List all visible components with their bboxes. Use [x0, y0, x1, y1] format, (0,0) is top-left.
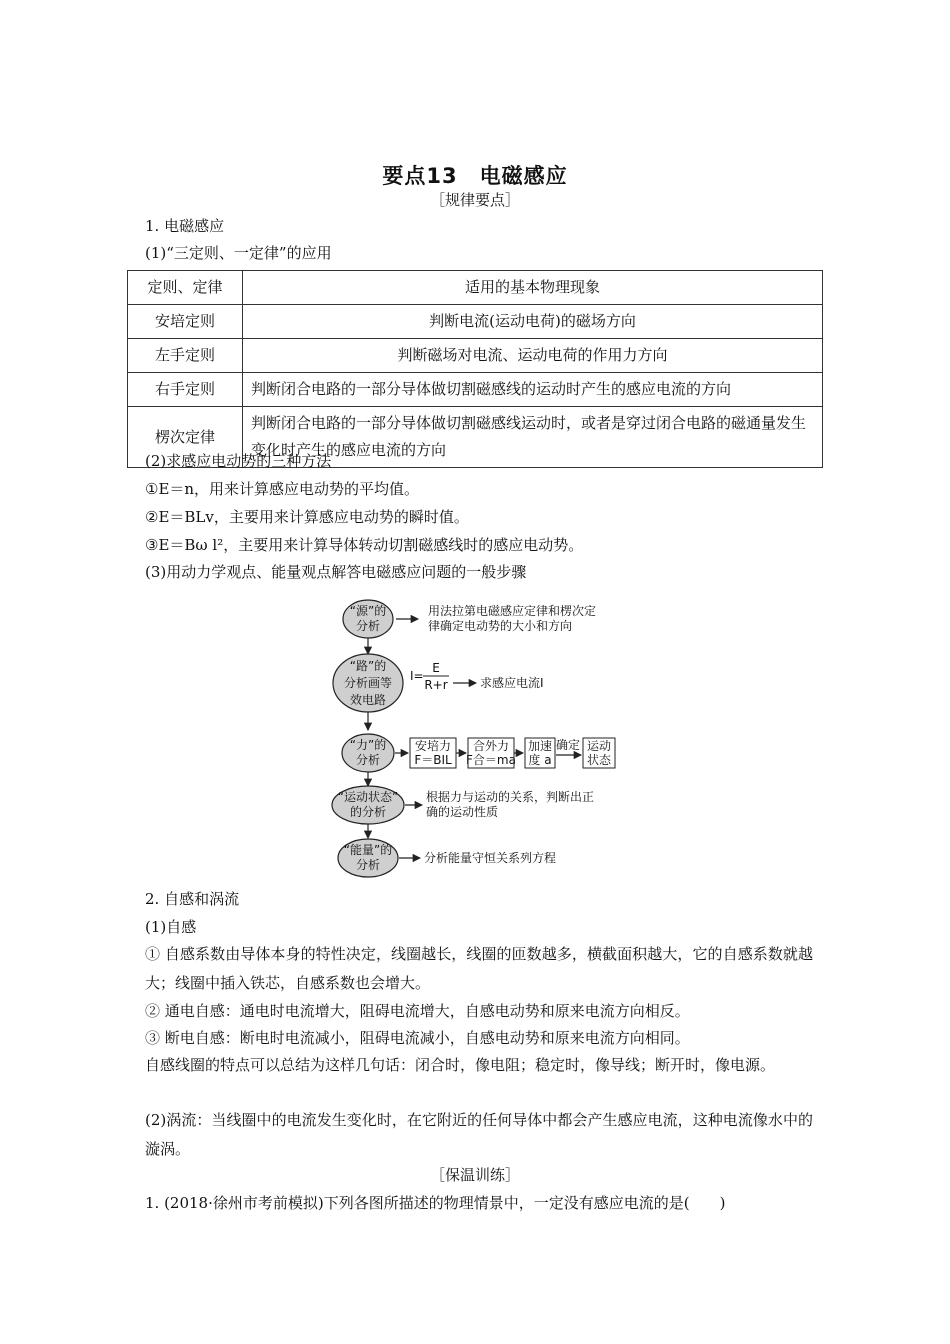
table-cell-rule: 右手定则: [128, 373, 243, 407]
rules-table: [127, 270, 823, 468]
paragraph: ① 自感系数由导体本身的特性决定，线圈越长，线圈的匝数越多，横截面积越大，它的自感系数就越大；线圈中插入铁芯，自感系数也会增大。: [145, 945, 813, 992]
flow-note: 用法拉第电磁感应定律和楞次定: [428, 604, 597, 618]
table-header-cell: 适用的基本物理现象: [243, 271, 823, 305]
page-title: 要点13 电磁感应: [382, 164, 568, 188]
table-cell-desc: 判断闭合电路的一部分导体做切割磁感线的运动时产生的感应电流的方向: [243, 373, 823, 407]
box-label: 状态: [586, 753, 612, 767]
subheading-rules: (1)“三定则、一定律”的应用: [145, 244, 332, 262]
flow-note: 根据力与运动的关系，判断出正: [426, 790, 595, 804]
box-label: 加速: [527, 739, 553, 753]
subheading-emf-methods: (2)求感应电动势的三种方法: [145, 452, 332, 470]
flow-node-label: 效电路: [349, 693, 387, 707]
box-label: F合＝ma: [466, 753, 516, 767]
section-heading-practice: ［保温训练］: [429, 1166, 520, 1184]
table-header-row: [128, 271, 823, 305]
flow-node-label: “能量”的: [343, 843, 393, 857]
box-label: 安培力: [414, 739, 452, 753]
table-cell-rule: 安培定则: [128, 305, 243, 339]
subheading-steps: (3)用动力学观点、能量观点解答电磁感应问题的一般步骤: [145, 563, 527, 581]
table-row: [128, 373, 823, 407]
circuit-formula-denominator: R+r: [424, 678, 448, 692]
flow-node-label: “路”的: [349, 659, 387, 673]
flow-note: 分析能量守恒关系列方程: [424, 851, 557, 865]
page-subtitle: ［规律要点］: [429, 191, 520, 209]
circuit-formula-numerator: E: [432, 661, 440, 675]
box-label: 度 a: [528, 753, 552, 767]
flow-note: 求感应电流I: [480, 676, 544, 690]
circuit-formula-lhs: I=: [410, 669, 424, 683]
flow-node-label: “源”的: [349, 604, 387, 618]
paragraph: ③ 断电自感：断电时电流减小，阻碍电流减小，自感电动势和原来电流方向相同。: [145, 1029, 690, 1047]
method-item: ②E＝BLv，主要用来计算感应电动势的瞬时值。: [145, 508, 469, 526]
table-row: [128, 339, 823, 373]
table-row: [128, 305, 823, 339]
flow-node-label: “力”的: [349, 738, 387, 752]
flow-node-label: “运动状态”: [337, 790, 399, 804]
flow-node-label: 分析: [355, 753, 381, 767]
box-label: F＝BIL: [414, 753, 452, 767]
flow-note: 确的运动性质: [426, 805, 499, 819]
table-header-cell: 定则、定律: [128, 271, 243, 305]
paragraph: (2)涡流：当线圈中的电流发生变化时，在它附近的任何导体中都会产生感应电流，这种电流像水中的漩涡。: [145, 1111, 813, 1158]
box-label: 合外力: [472, 739, 510, 753]
box-label: 运动: [586, 739, 612, 753]
table-cell-desc: 判断电流(运动电荷)的磁场方向: [243, 305, 823, 339]
determine-label: 确定: [555, 738, 581, 752]
table-cell-rule: 楞次定律: [128, 407, 243, 468]
table-cell-desc: 判断闭合电路的一部分导体做切割磁感线运动时，或者是穿过闭合电路的磁通量发生变化时产生的感应电流的方向: [243, 407, 823, 468]
question-1: 1. (2018·徐州市考前模拟)下列各图所描述的物理情景中，一定没有感应电流的是( ): [145, 1194, 726, 1212]
section-heading-electromagnetic-induction: 1. 电磁感应: [145, 217, 225, 235]
table-cell-desc: 判断磁场对电流、运动电荷的作用力方向: [243, 339, 823, 373]
paragraph: ② 通电自感：通电时电流增大，阻碍电流增大，自感电动势和原来电流方向相反。: [145, 1002, 690, 1020]
method-item: ①E＝n，用来计算感应电动势的平均值。: [145, 480, 420, 498]
flow-node-label: 的分析: [349, 805, 387, 819]
subheading-self-induction: (1)自感: [145, 918, 197, 936]
flow-node-label: 分析: [355, 858, 381, 872]
flow-note: 律确定电动势的大小和方向: [428, 619, 573, 633]
analysis-flowchart: [328, 598, 628, 880]
flow-node-label: 分析: [355, 619, 381, 633]
section-heading-self-induction: 2. 自感和涡流: [145, 890, 240, 908]
paragraph: 自感线圈的特点可以总结为这样几句话：闭合时，像电阻；稳定时，像导线；断开时，像电源。: [145, 1056, 776, 1074]
table-cell-rule: 左手定则: [128, 339, 243, 373]
flow-node-label: 分析画等: [343, 676, 393, 690]
method-item: ③E＝Bω l²，主要用来计算导体转动切割磁感线时的感应电动势。: [145, 536, 584, 554]
